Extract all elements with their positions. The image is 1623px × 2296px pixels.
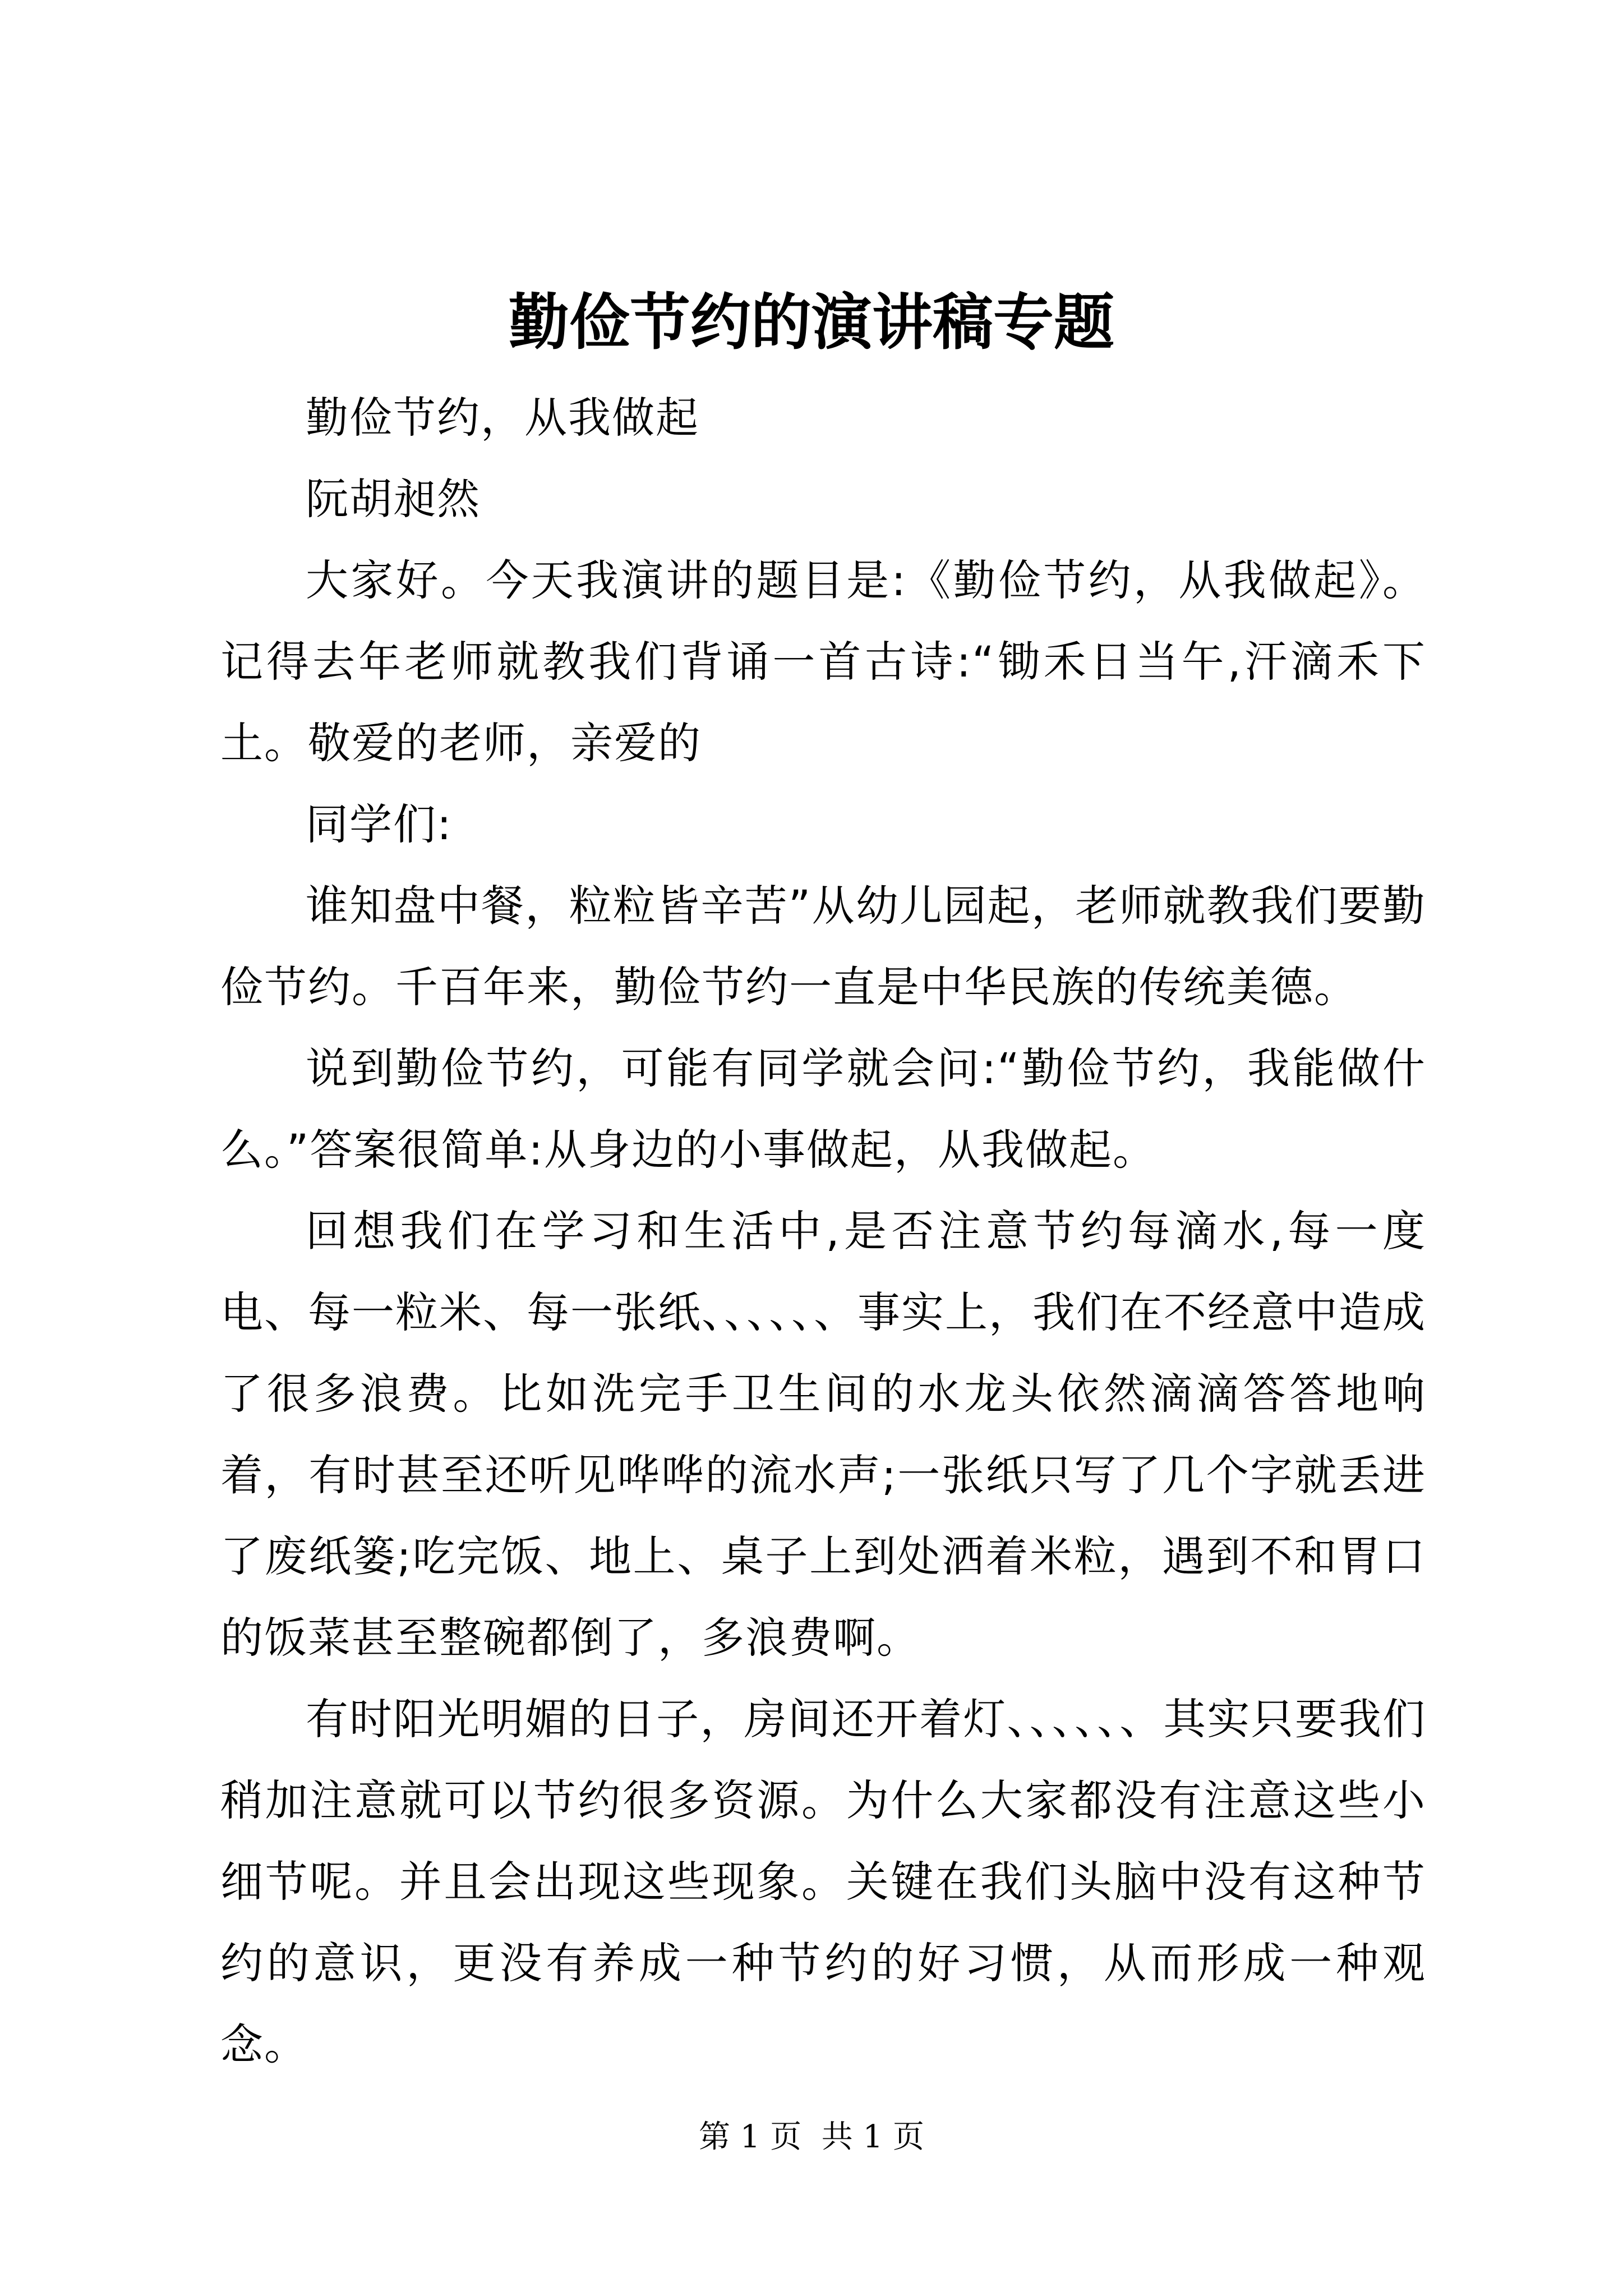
page-footer: 第 1 页 共 1 页 [698, 2119, 925, 2155]
body-paragraph: 谁知盘中餐，粒粒皆辛苦”从幼儿园起，老师就教我们要勤俭节约。千百年来，勤俭节约一直是中华民族的传统美德。 [220, 881, 1426, 1012]
body-paragraph: 说到勤俭节约，可能有同学就会问:“勤俭节约，我能做什么。”答案很简单:从身边的小事做起，从我做起。 [220, 1043, 1426, 1175]
body-paragraph: 大家好。今天我演讲的题目是:《勤俭节约，从我做起》。记得去年老师就教我们背诵一首古诗:“锄禾日当午,汗滴禾下土。敬爱的老师，亲爱的 [220, 555, 1426, 768]
author-paragraph: 阮胡昶然 [306, 474, 481, 524]
body-paragraph: 同学们: [306, 799, 453, 849]
body-paragraph: 有时阳光明媚的日子，房间还开着灯、、、、、、其实只要我们稍加注意就可以节约很多资源。为什么大家都没有注意这些小细节呢。并且会出现这些现象。关键在我们头脑中没有这种节约的意识，更没有养成一种节约的好习惯，从而形成一种观念。 [220, 1694, 1426, 2069]
body-paragraph: 回想我们在学习和生活中,是否注意节约每滴水,每一度电、每一粒米、每一张纸、、、、、、事实上，我们在不经意中造成了很多浪费。比如洗完手卫生间的水龙头依然滴滴答答地响着，有时甚至还听见哗哗的流水声;一张纸只写了几个字就丢进了废纸篓;吃完饭、地上、桌子上到处洒着米粒，遇到不和胃口的饭菜甚至整碗都倒了，多浪费啊。 [220, 1206, 1426, 1663]
subtitle-paragraph: 勤俭节约，从我做起 [306, 393, 699, 443]
document-body [220, 377, 1426, 2085]
document-title: 勤俭节约的演讲稿专题 [508, 287, 1114, 358]
